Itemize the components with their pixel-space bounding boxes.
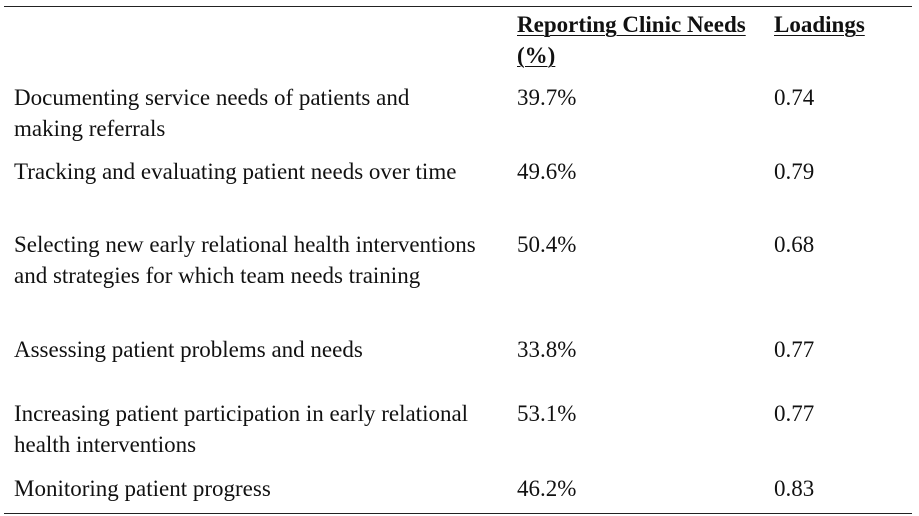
row-reporting-clinic-needs: 39.7% <box>517 85 577 110</box>
row-loading: 0.79 <box>774 159 815 184</box>
row-loading: 0.83 <box>774 476 815 501</box>
row-reporting-clinic-needs: 53.1% <box>517 401 577 426</box>
row-loading: 0.74 <box>774 85 815 110</box>
row-reporting-clinic-needs: 50.4% <box>517 232 577 257</box>
row-loading: 0.77 <box>774 337 815 362</box>
row-reporting-clinic-needs: 33.8% <box>517 337 577 362</box>
row-reporting-clinic-needs: 49.6% <box>517 159 577 184</box>
table-bottom-rule <box>4 513 912 514</box>
row-item-text: Increasing patient participation in early relational health interventions <box>14 401 469 457</box>
row-loading: 0.77 <box>774 401 815 426</box>
row-item-text: Assessing patient problems and needs <box>14 337 363 362</box>
row-item-text: Selecting new early relational health interventions and strategies for which team needs training <box>14 232 476 288</box>
row-item-text: Documenting service needs of patients and making referrals <box>14 85 410 141</box>
row-item-text: Monitoring patient progress <box>14 476 271 501</box>
table-top-rule <box>4 6 912 7</box>
row-item-text: Tracking and evaluating patient needs over time <box>14 159 457 184</box>
header-reporting-clinic-needs: Reporting Clinic Needs (%) <box>517 12 746 68</box>
row-reporting-clinic-needs: 46.2% <box>517 476 577 501</box>
header-loadings: Loadings <box>774 12 865 37</box>
row-loading: 0.68 <box>774 232 815 257</box>
